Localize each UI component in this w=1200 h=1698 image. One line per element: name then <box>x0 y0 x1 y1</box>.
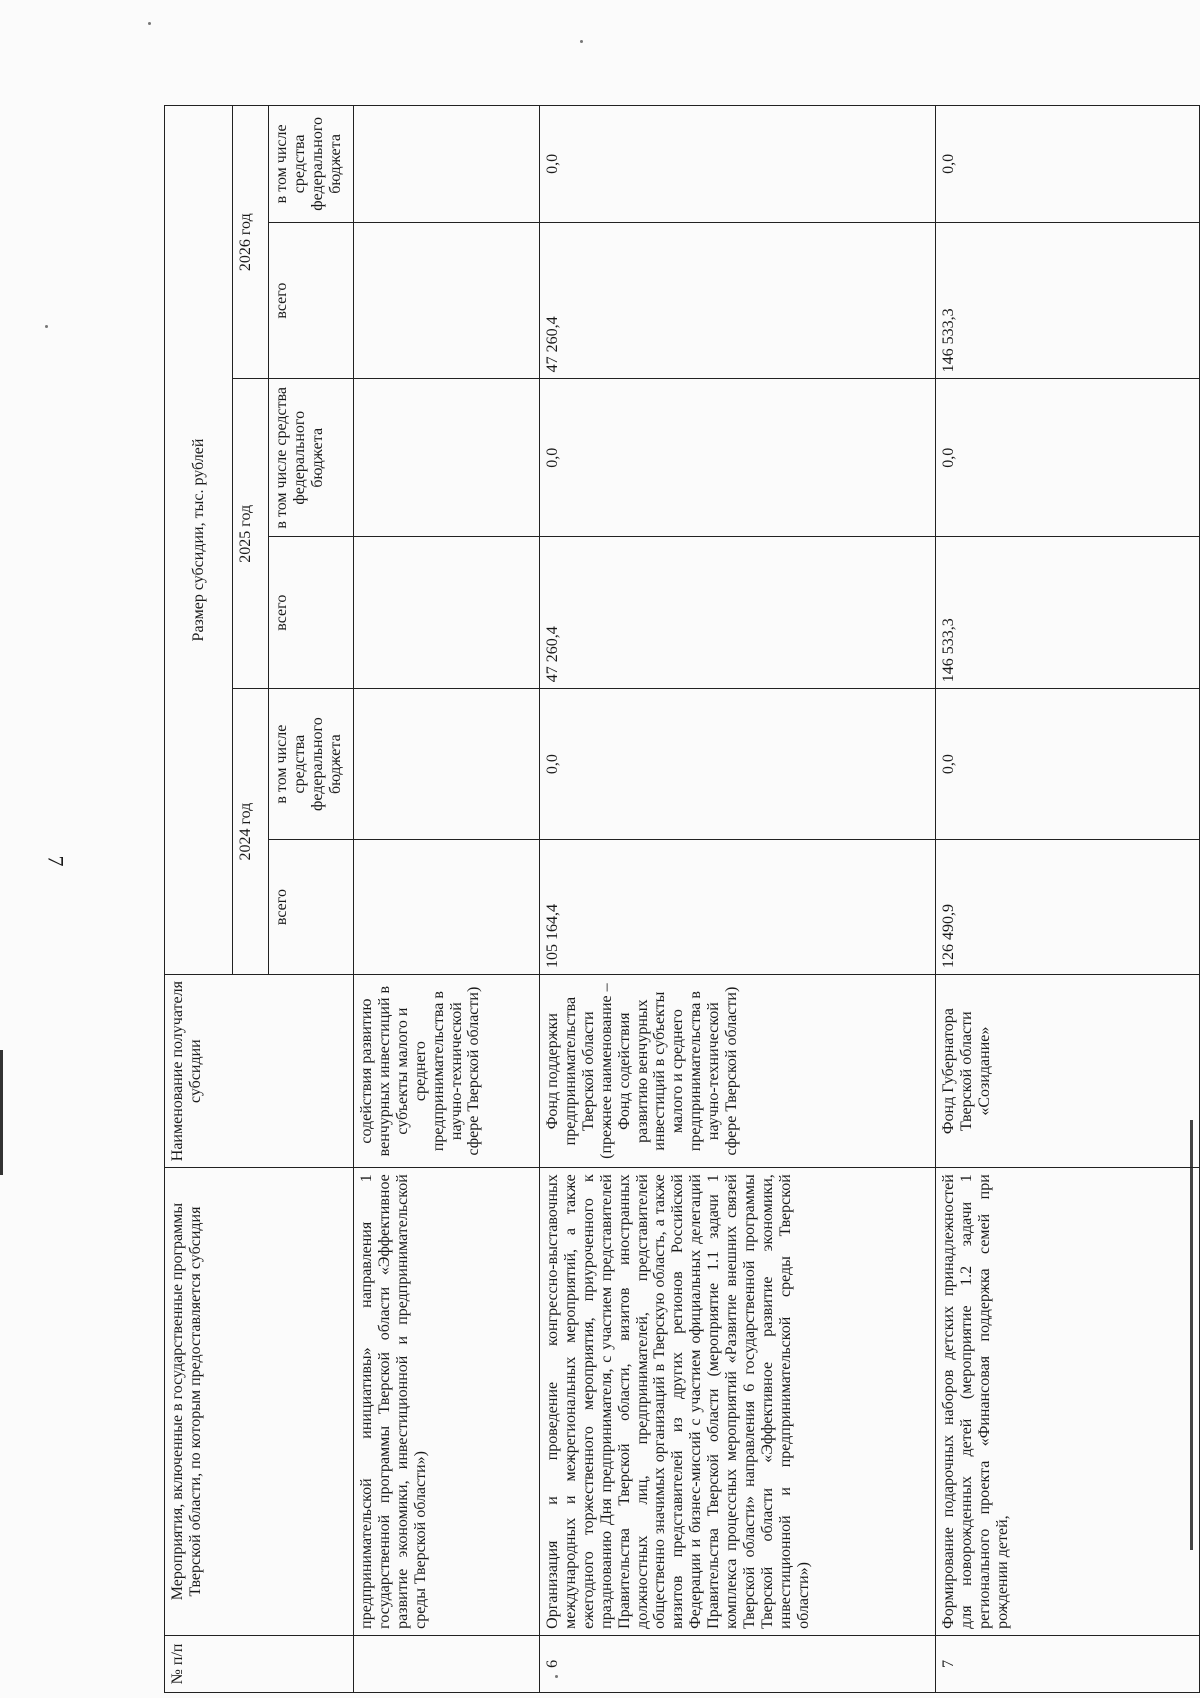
scan-speck <box>580 40 583 43</box>
table-row <box>540 106 936 1693</box>
cell-recipient: Фонд Губернатора Тверской области «Созидание» <box>936 975 1200 1168</box>
header-amount-group: Размер субсидии, тыс. рублей <box>165 106 233 975</box>
cell-2026-total <box>354 222 540 379</box>
cell-2026-total: 47 260,4 <box>540 222 936 379</box>
cell-2026-federal <box>354 106 540 223</box>
header-row-1 <box>165 106 233 1693</box>
scan-edge-mark <box>0 1050 3 1175</box>
header-2026-total: всего <box>269 222 354 379</box>
header-2025-federal: в том числе средства федерального бюджета <box>269 379 354 537</box>
cell-num: 6 <box>540 1635 936 1692</box>
header-recipient: Наименование получателя субсидии <box>165 975 354 1168</box>
header-2024-federal: в том числе средства федерального бюджета <box>269 689 354 840</box>
cell-2024-total: 126 490,9 <box>936 840 1200 975</box>
cell-recipient: содействия развитию венчурных инвестиций в субъекты малого и среднего предпринимательства в научно-технической сфере Тверской области) <box>354 975 540 1168</box>
cell-2026-federal: 0,0 <box>936 106 1200 223</box>
scan-speck <box>45 325 48 328</box>
cell-event: Организация и проведение конгрессно-выставочных международных и межрегиональных мероприятий, а также ежегодного торжественного мероприятия, приуроченного к празднованию Дня предпринимателя, с участием представителей Правительства Тверской области, визитов иностранных должностных лиц, предпринимателей, представителей общественно значимых организаций в Тверскую область, а также визитов представителей из других регионов Российской Федерации и бизнес-миссий с участием официальных делегаций Правительства Тверской области (мероприятие 1.1 задачи 1 комплекса процессных мероприятий «Развитие внешних связей Тверской области» направления 6 государственной программы Тверской области «Эффективное развитие экономики, инвестиционной и предпринимательской среды Тверской области») <box>540 1168 936 1636</box>
table-row <box>354 106 540 1693</box>
cell-2025-total: 146 533,3 <box>936 537 1200 689</box>
header-year-2026: 2026 год <box>233 106 269 379</box>
cell-2026-total: 146 533,3 <box>936 222 1200 379</box>
cell-2025-total <box>354 537 540 689</box>
header-event: Мероприятия, включенные в государственные программы Тверской области, по которым предоставляется субсидия <box>165 1168 354 1636</box>
scan-speck <box>148 22 151 25</box>
cell-2024-federal: 0,0 <box>540 689 936 840</box>
header-num: № п/п <box>165 1635 354 1692</box>
cell-2024-federal: 0,0 <box>936 689 1200 840</box>
cell-2024-federal <box>354 689 540 840</box>
cell-event: Формирование подарочных наборов детских принадлежностей для новорожденных детей (мероприятие 1.2 задачи 1 регионального проекта «Финансовая поддержка семей при рождении детей, <box>936 1168 1200 1636</box>
cell-2025-federal: 0,0 <box>540 379 936 537</box>
cell-2025-federal: 0,0 <box>936 379 1200 537</box>
cell-num <box>354 1635 540 1692</box>
cell-2024-total <box>354 840 540 975</box>
rotated-table-container <box>164 105 1200 1693</box>
table-area <box>164 105 1200 1693</box>
header-year-2025: 2025 год <box>233 379 269 689</box>
page-number: 7 <box>43 855 69 867</box>
cell-2025-total: 47 260,4 <box>540 537 936 689</box>
cell-recipient: Фонд поддержки предпринимательства Тверской области (прежнее наименование – Фонд содействия развитию венчурных инвестиций в субъекты малого и среднего предпринимательства в научно-технической сфере Тверской области) <box>540 975 936 1168</box>
table-row <box>936 106 1200 1693</box>
header-year-2024: 2024 год <box>233 689 269 975</box>
cell-event: предпринимательской инициативы» направления 1 государственной программы Тверской области «Эффективное развитие экономики, инвестиционной и предпринимательской среды Тверской области») <box>354 1168 540 1636</box>
cell-2024-total: 105 164,4 <box>540 840 936 975</box>
cell-2026-federal: 0,0 <box>540 106 936 223</box>
header-2026-federal: в том числе средства федерального бюджета <box>269 106 354 223</box>
subsidy-table <box>164 105 1200 1693</box>
header-2024-total: всего <box>269 840 354 975</box>
cell-num: 7 <box>936 1635 1200 1692</box>
header-2025-total: всего <box>269 537 354 689</box>
cell-2025-federal <box>354 379 540 537</box>
